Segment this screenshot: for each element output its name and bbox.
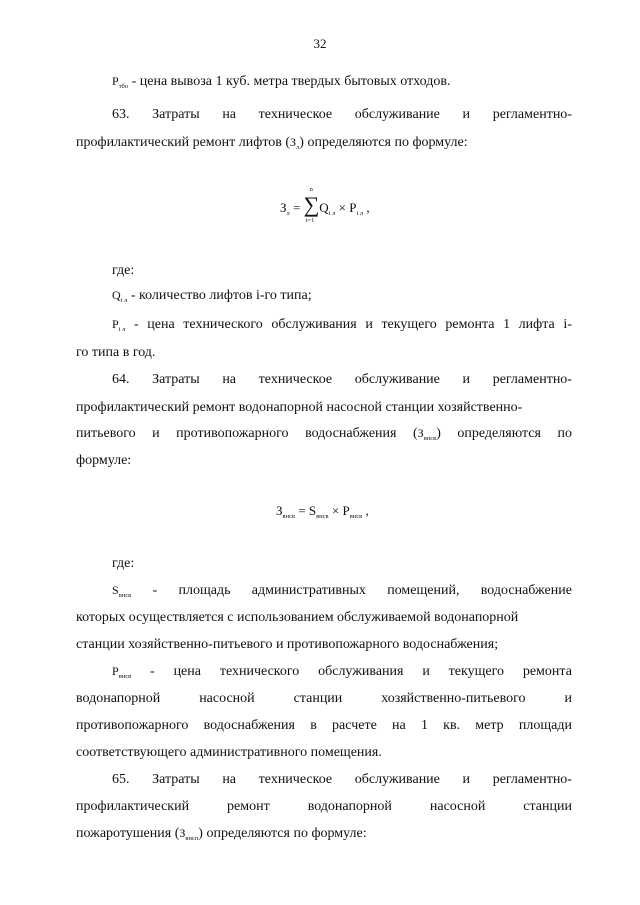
where-label: где: (112, 556, 135, 571)
word: метр (475, 718, 504, 733)
paragraph-number: 65. (112, 772, 130, 787)
symbol-subscript: л (296, 144, 300, 151)
definition-p2-line-1 (112, 664, 572, 680)
word: в (310, 718, 317, 733)
word: и (462, 772, 471, 787)
word: Затраты (152, 372, 200, 387)
word: станции (523, 799, 572, 814)
paragraph-63-line-1 (112, 107, 572, 123)
definition-s-line-3: станции хозяйственно-питьевого и противопожарного водоснабжения; (76, 637, 499, 652)
word: кв. (443, 718, 461, 733)
word: и (422, 664, 430, 679)
equals-sign: = (295, 503, 309, 518)
word: питьевого (76, 426, 136, 441)
paragraph-64-line-3 (76, 426, 572, 442)
word: и (462, 372, 471, 387)
word: на (222, 372, 237, 387)
formula-water-station (276, 503, 369, 520)
sum-sign (303, 186, 320, 224)
word: противопожарного (76, 718, 189, 733)
word: техническое (258, 372, 333, 387)
formula-symbol: P (342, 503, 350, 518)
word: водонапорной (76, 691, 161, 706)
paragraph-65-line-2 (76, 799, 572, 815)
paragraph-65-line-1 (112, 772, 572, 788)
formula-symbol: З (276, 503, 283, 518)
formula-subscript: внсв (282, 513, 296, 520)
where-label: где: (112, 263, 135, 278)
word: i- (563, 317, 572, 332)
formula-subscript: л (286, 210, 290, 217)
word: технического (219, 664, 300, 679)
word: Затраты (152, 772, 200, 787)
paragraph-number: 63. (112, 107, 130, 122)
definition-s-line-2: которых осуществляется с использованием обслуживаемой водонапорной (76, 610, 519, 625)
word: - (150, 664, 155, 679)
text: ) определяются по формуле: (299, 135, 468, 150)
word: водоснабжения (305, 426, 397, 441)
text: ) определяются по формуле: (198, 826, 367, 841)
word: обслуживания (318, 664, 404, 679)
word: расчете (332, 718, 377, 733)
formula-symbol: S (308, 503, 317, 518)
symbol: З (417, 426, 424, 440)
symbol: З (290, 135, 297, 149)
word: хозяйственно-питьевого (381, 691, 526, 706)
symbol-subscript: i л (120, 297, 128, 304)
equals-sign: = (289, 200, 304, 215)
definition-p2-line-4: соответствующего административного помещения. (76, 745, 382, 760)
formula-subscript: i л (328, 210, 336, 217)
word: профилактический (76, 799, 190, 814)
definition-p2-line-2 (76, 691, 572, 707)
word: и (152, 426, 160, 441)
word: цена (173, 664, 201, 679)
word: на (222, 772, 237, 787)
word: регламентно- (492, 372, 572, 387)
paragraph-64-line-1 (112, 372, 572, 388)
word: обслуживание (354, 107, 440, 122)
symbol-group (112, 664, 131, 680)
definition-q (112, 288, 312, 304)
symbol: Q (112, 288, 121, 302)
word: помещений, (387, 583, 460, 598)
formula-symbol: З (280, 200, 287, 215)
word: ремонта (522, 664, 572, 679)
symbol: З (179, 826, 186, 840)
word: ремонт (227, 799, 270, 814)
times-sign: × (335, 200, 350, 215)
word: Затраты (152, 107, 200, 122)
word: цена (147, 317, 175, 332)
definition-text: - цена вывоза 1 куб. метра твердых бытовых отходов. (128, 74, 451, 89)
definition-tbo (112, 74, 450, 90)
times-sign: × (328, 503, 343, 518)
formula-end: , (362, 503, 369, 518)
paragraph-number: 64. (112, 372, 130, 387)
word: обслуживания (271, 317, 357, 332)
page-number: 32 (313, 36, 327, 51)
sigma-glyph: ∑ (303, 192, 320, 217)
sum-lower-limit: i=1 (305, 217, 315, 224)
word: регламентно- (492, 772, 572, 787)
paragraph-65-line-3 (76, 826, 367, 842)
symbol-subscript: тбо (118, 83, 129, 90)
word: противопожарного (176, 426, 289, 441)
word: административных (251, 583, 366, 598)
definition-s-line-1 (112, 583, 572, 599)
word: площади (518, 718, 572, 733)
word: 1 (420, 718, 428, 733)
formula-subscript: внсв (316, 513, 329, 520)
word: обслуживание (354, 372, 440, 387)
word: текущего (448, 664, 504, 679)
formula-symbol: P (349, 200, 357, 215)
symbol-subscript: внсв (118, 592, 132, 599)
symbol-group (112, 583, 131, 599)
word: на (222, 107, 237, 122)
word: - (133, 317, 139, 332)
word: техническое (258, 772, 333, 787)
paragraph-64-line-4: формуле: (76, 453, 132, 468)
text: профилактический ремонт лифтов ( (76, 135, 291, 150)
symbol-subscript: внсв (118, 673, 132, 680)
word: текущего (381, 317, 437, 332)
paragraph-63-line-2 (76, 135, 468, 151)
word: - (152, 583, 158, 598)
definition-p-line-2: го типа в год. (76, 345, 156, 360)
word: и (365, 317, 373, 332)
formula-subscript: внсв (349, 513, 363, 520)
symbol: P (112, 664, 119, 678)
word: водоснабжения (203, 718, 295, 733)
word: по (557, 426, 572, 441)
word: регламентно- (492, 107, 572, 122)
symbol: P (112, 317, 119, 331)
symbol: S (112, 583, 119, 597)
word: и (462, 107, 471, 122)
word: техническое (258, 107, 333, 122)
formula-end: , (363, 200, 370, 215)
word: 1 (503, 317, 511, 332)
word: насосной (199, 691, 255, 706)
definition-text: - количество лифтов i-го типа; (127, 288, 312, 303)
word: водонапорной (307, 799, 392, 814)
definition-p-line-1 (112, 317, 572, 333)
symbol-subscript: i л (118, 326, 126, 333)
word: определяются (457, 426, 541, 441)
symbol-subscript: внсп (185, 835, 199, 842)
formula-symbol: Q (319, 200, 329, 215)
word: площадь (178, 583, 231, 598)
word: технического (183, 317, 263, 332)
word: водоснабжение (480, 583, 572, 598)
sum-upper-limit: n (309, 186, 313, 193)
text: пожаротушения ( (76, 826, 180, 841)
symbol-subscript: внсв (423, 435, 437, 442)
word: обслуживание (354, 772, 440, 787)
formula-subscript: i л (356, 210, 364, 217)
word: насосной (429, 799, 486, 814)
word: на (392, 718, 406, 733)
word: лифта (518, 317, 555, 332)
word: и (564, 691, 572, 706)
symbol: P (112, 74, 119, 88)
formula-lifts (280, 186, 370, 224)
symbol-group: $(З_{внсв})$ (413, 426, 441, 442)
symbol-group (112, 317, 125, 333)
paragraph-64-line-2: профилактический ремонт водонапорной насосной станции хозяйственно- (76, 400, 523, 415)
word: станции (293, 691, 343, 706)
word: ремонта (445, 317, 495, 332)
definition-p2-line-3 (76, 718, 572, 734)
